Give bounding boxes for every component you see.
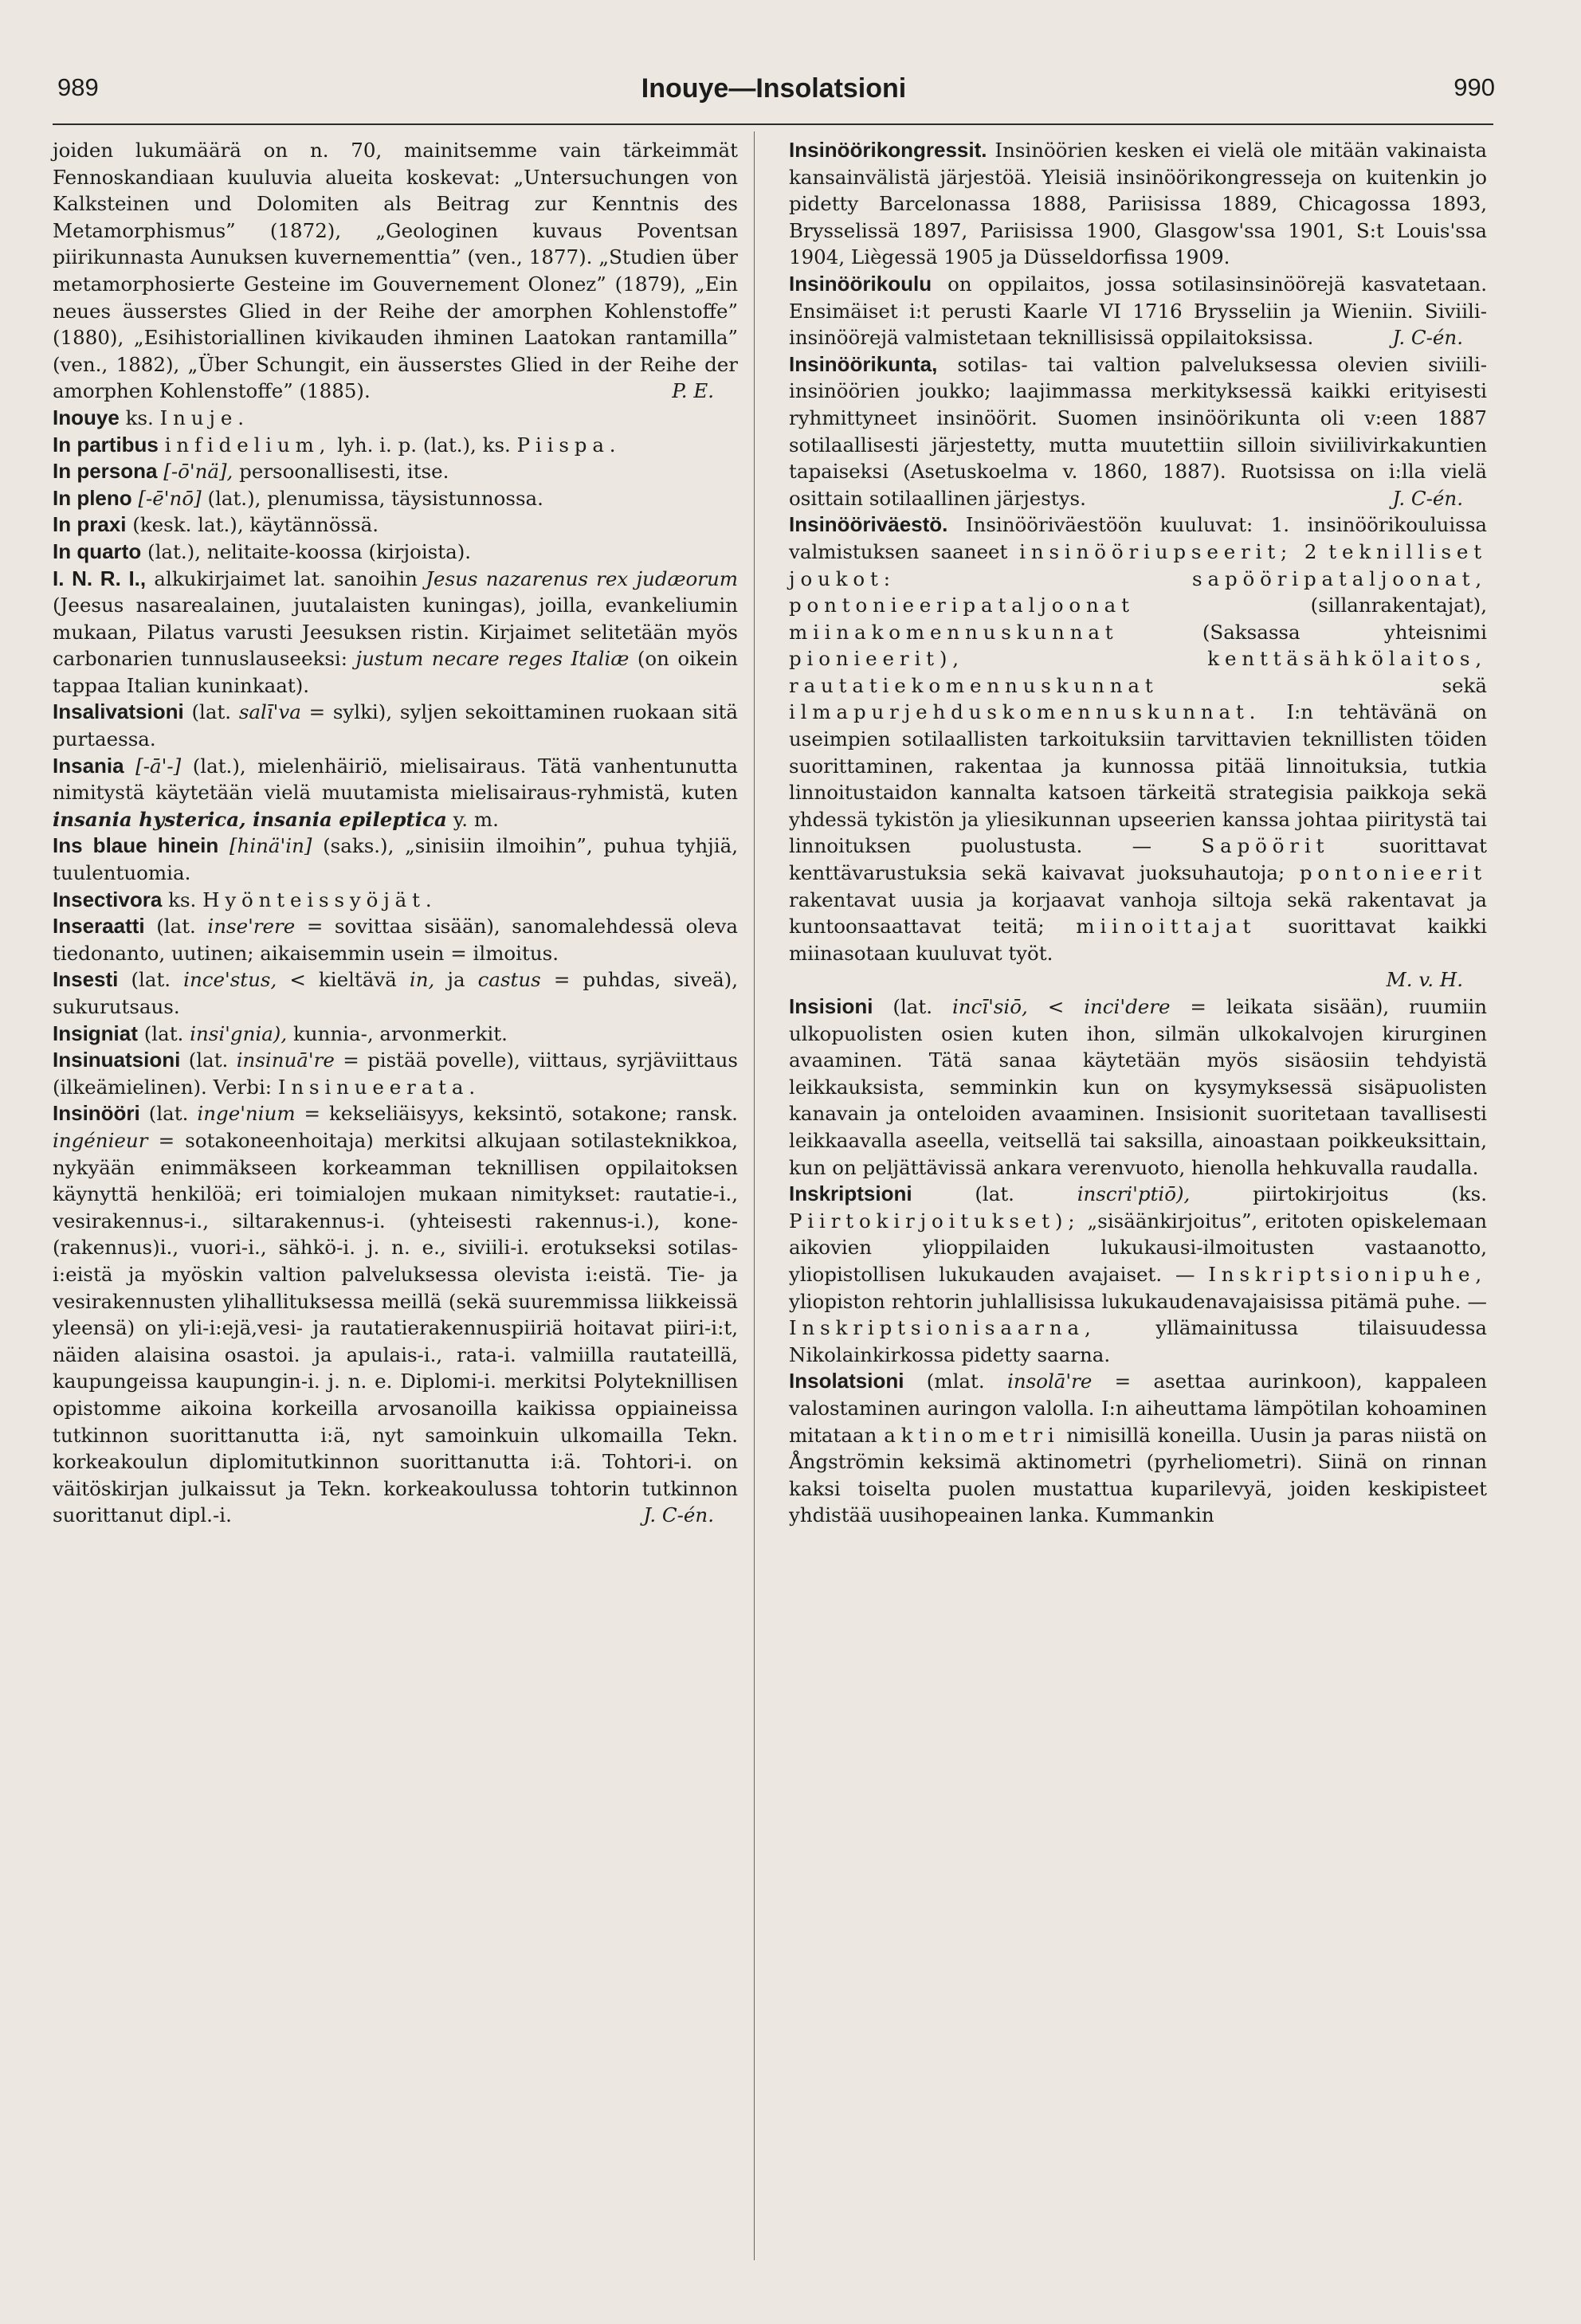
running-title: Inouye—Insolatsioni xyxy=(641,73,907,104)
entry-insectivora: Insectivora ks. Hyönteissyöjät. xyxy=(53,887,437,911)
right-column xyxy=(789,137,1487,1529)
entry-insesti: Insesti (lat. ince'stus, < kieltävä in, ja castus = puhdas, siveä), sukurutsaus. xyxy=(53,967,739,1018)
page-number-right: 990 xyxy=(1454,73,1495,101)
entry-in-partibus: In partibus infidelium, lyh. i. p. (lat.), ks. Piispa. xyxy=(53,432,622,457)
entry-insisioni: Insisioni (lat. incī'siō, < inci'dere = leikata sisään), ruumiin ulkopuolisten osien kuten ihon, silmän ulkokalvojen kirurginen avaaminen. Tätä sanaa käytetään myös sisäosiin tehdyistä leikkauksista, semminkin kun on kysymyksessä sisäpuolisten kanavain ja onteloiden avaaminen. Insisionit suoritetaan tavallisesti leikkaavalla aseella, veitsellä tai saksilla, ainoastaan poikkeuksittain, kun on peljättävissä ankara verenvuoto, hienolla hehkuvalla raudalla. xyxy=(789,994,1488,1179)
entry-in-quarto: In quarto (lat.), nelitaite-koossa (kirjoista). xyxy=(53,539,472,563)
entry-in-pleno: In pleno [-ē'nō] (lat.), plenumissa, täysistunnossa. xyxy=(53,485,543,510)
entry-insalivatsioni: Insalivatsioni (lat. salī'va = sylki), syljen sekoittaminen ruokaan sitä purtaessa. xyxy=(53,700,738,751)
entry-insinoorivaesto: Insinööriväestö. Insinööriväestöön kuuluvat: 1. insinöörikouluissa valmistuksen saaneet insinööriupseerit; 2 teknilliset joukot: sapööripataljoonat, pontonieeripataljoonat (sillanrakentajat), miinakomennuskunnat (Saksassa yhteisnimi pionieerit), kenttäsähkölaitos, rautatiekomennuskunnat sekä ilmapurjehduskomennuskunnat. I:n tehtävänä on useimpien sotilaallisten tarkoituksiin tarvittavien teknillisten töiden suorittaminen, rakentaa ja kunnossa pitää linnoituksia, tutkia linnoitustaidon kannalta katsoen tärkeitä strategisia paikkoja sekä yhdessä tykistön ja yliesikunnan upseerien kanssa johtaa piiritystä tai linnoituksen puolustusta. — Sapöörit suorittavat kenttävarustuksia sekä kaivavat juoksuhautoja; pontonieerit rakentavat uusia ja korjaavat vanhoja siltoja sekä rakentavat ja kuntoonsaattavat teitä; miinoittajat suorittavat kaikki miinasotaan kuuluvat työt. M. v. H. xyxy=(789,512,1487,992)
entry-insinoorikunta: Insinöörikunta, sotilas- tai valtion palveluksessa olevien siviili-insinöörien joukko; laajimmassa merkityksessä kaikki erityisesti ryhmittyneet insinöörit. Suomen insinöörikunta oli v:een 1887 sotilaallisesti järjestetty, mutta muutettiin silloin siviilivirkakuntien tapaiseksi (Asetuskoelma v. 1860, 1887). Ruotsissa on i:lla vielä osittain sotilaallinen järjestys. J. C-én. xyxy=(789,351,1487,510)
entry-insinoorikoulu: Insinöörikoulu on oppilaitos, jossa sotilasinsinöörejä kasvatetaan. Ensimäiset i:t perusti Kaarle VI 1716 Brysseliin ja Wieniin. Siviili-insinöörejä valmistetaan teknillisissä oppilaitoksissa. J. C-én. xyxy=(789,271,1487,350)
column-divider xyxy=(754,131,755,2260)
entry-in-praxi: In praxi (kesk. lat.), käytännössä. xyxy=(53,512,379,537)
entry-ins-blaue-hinein: Ins blaue hinein [hinä'in] (saks.), „sinisiin ilmoihin”, puhua tyhjiä, tuulentuomia. xyxy=(53,833,738,885)
entry-inouye: Inouye ks. Inuje. xyxy=(53,405,249,429)
entry-inskriptsioni: Inskriptsioni (lat. inscri'ptiō), piirtokirjoitus (ks. Piirtokirjoitukset); „sisäänkirjoitus”, eritoten opiskelemaan aikovien ylioppilaiden lukukausi-ilmoitusten vastaanotto, yliopistollisen lukukauden avajaiset. — Inskriptsionipuhe, yliopiston rehtorin juhlallisissa lukukaudenavajaisissa pitämä puhe. — Inskriptsionisaarna, yllämainitussa tilaisuudessa Nikolainkirkossa pidetty saarna. xyxy=(789,1182,1487,1366)
entry-inseraatti: Inseraatti (lat. inse'rere = sovittaa sisään), sanomalehdessä oleva tiedonanto, uutinen; aikaisemmin usein = ilmoitus. xyxy=(53,914,738,965)
page-header xyxy=(53,73,1495,121)
entry-insinoorikongressit: Insinöörikongressit. Insinöörien kesken ei vielä ole mitään vakinaista kansainvälistä järjestöä. Yleisiä insinöörikongresseja on kuitenkin jo pidetty Barcelonassa 1888, Pariisissa 1889, Chicagossa 1893, Brysselissä 1897, Pariisissa 1900, Glasgow'ssa 1901, S:t Louis'ssa 1904, Liègessä 1905 ja Düsseldorfissa 1909. xyxy=(789,138,1487,269)
page-number-left: 989 xyxy=(57,73,99,101)
entry-insolatsioni: Insolatsioni (mlat. insolā're = asettaa aurinkoon), kappaleen valostaminen auringon valolla. I:n aiheuttama lämpötilan kohoaminen mitataan aktinometri nimisillä koneilla. Uusin ja paras niistä on Ångströmin keksimä aktinometri (pyrheliometri). Siinä on rinnan kaksi toiselta puolen mustattua kuparilevyä, joiden keskipisteet yhdistää uusihopeainen lanka. Kummankin xyxy=(789,1369,1487,1527)
entry-in-persona: In persona [-ō'nä], persoonallisesti, itse. xyxy=(53,459,449,484)
entry-insinoori: Insinööri (lat. inge'nium = kekseliäisyys, keksintö, sotakone; ransk. ingénieur = sotakoneenhoitaja) merkitsi alkujaan sotilasteknikkoa, nykyään enimmäkseen korkeamman teknillisen oppilaitoksen käynyttä henkilöä; eri toimialojen mukaan nimitykset: rautatie-i., vesirakennus-i., siltarakennus-i. (yhteisesti rakennus-i.), kone-(rakennus)i., vuori-i., sähkö-i. j. n. e., siviili-i. erotukseksi sotilas-i:eistä ja myöskin valtion palveluksessa olevista i:eistä. Tie- ja vesirakennusten ylihallituksessa meillä (sekä suuremmissa liikkeissä yleensä) on yli-i:ejä,vesi- ja rautatierakennuspiiriä hoitavat piiri-i:t, näiden alaisina osastoi. ja apulais-i., rata-i. valmiilla rautateillä, kaupungeissa kaupungin-i. j. n. e. Diplomi-i. merkitsi Polyteknillisen opistomme aikoina korkeilla arvosanoilla kaikissa oppiaineissa tutkinnon suorittanutta i:ä, nyt samoinkuin ulkomailla Tekn. korkeakoulun diplomitutkinnon suorittanutta i:ä. Tohtori-i. on väitöskirjan julkaissut ja Tekn. korkeakoulussa tohtorin tutkinnon suorittanut dipl.-i. J. C-én. xyxy=(53,1101,738,1527)
left-column xyxy=(53,137,738,1529)
header-rule xyxy=(53,123,1493,125)
entry-continuation: joiden lukumäärä on n. 70, mainitsemme vain tärkeimmät Fennoskandiaan kuuluvia alueita koskevat: „Untersuchungen von Kalksteinen und Dolomiten als Beitrag zur Kenntnis des Metamorphismus” (1872), „Geologinen kuvaus Poventsan piirikunnasta Aunuksen kuvernementtia” (ven., 1877). „Studien über metamorphosierte Gesteine im Gouvernement Olonez” (1879), „Ein neues äusserstes Glied in der Reihe der amorphen Kohlenstoffe” (1880), „Esihistoriallinen kivikauden ihminen Laatokan rantamilla” (ven., 1882), „Über Schungit, ein äusserstes Glied in der Reihe der amorphen Kohlenstoffe” (1885). P. E. xyxy=(53,139,738,403)
entry-inri: I. N. R. I., alkukirjaimet lat. sanoihin Jesus nazarenus rex judæorum (Jeesus nasarealainen, juutalaisten kuningas), joilla, evankeliumin mukaan, Pilatus varusti Jeesuksen ristin. Kirjaimet selitetään myös carbonarien tunnuslauseeksi: justum necare reges Italiæ (on oikein tappaa Italian kuninkaat). xyxy=(53,566,739,697)
entry-insigniat: Insigniat (lat. insi'gnia), kunnia-, arvonmerkit. xyxy=(53,1021,508,1045)
entry-insania: Insania [-ā'-] (lat.), mielenhäiriö, mielisairaus. Tätä vanhentunutta nimitystä käytetään vielä muutamista mielisairaus-ryhmistä, kuten insania hysterica, insania epileptica y. m. xyxy=(53,753,738,831)
entry-insinuatsioni: Insinuatsioni (lat. insinuā're = pistää povelle), viittaus, syrjäviittaus (ilkeämielinen). Verbi: Insinueerata. xyxy=(53,1048,739,1099)
